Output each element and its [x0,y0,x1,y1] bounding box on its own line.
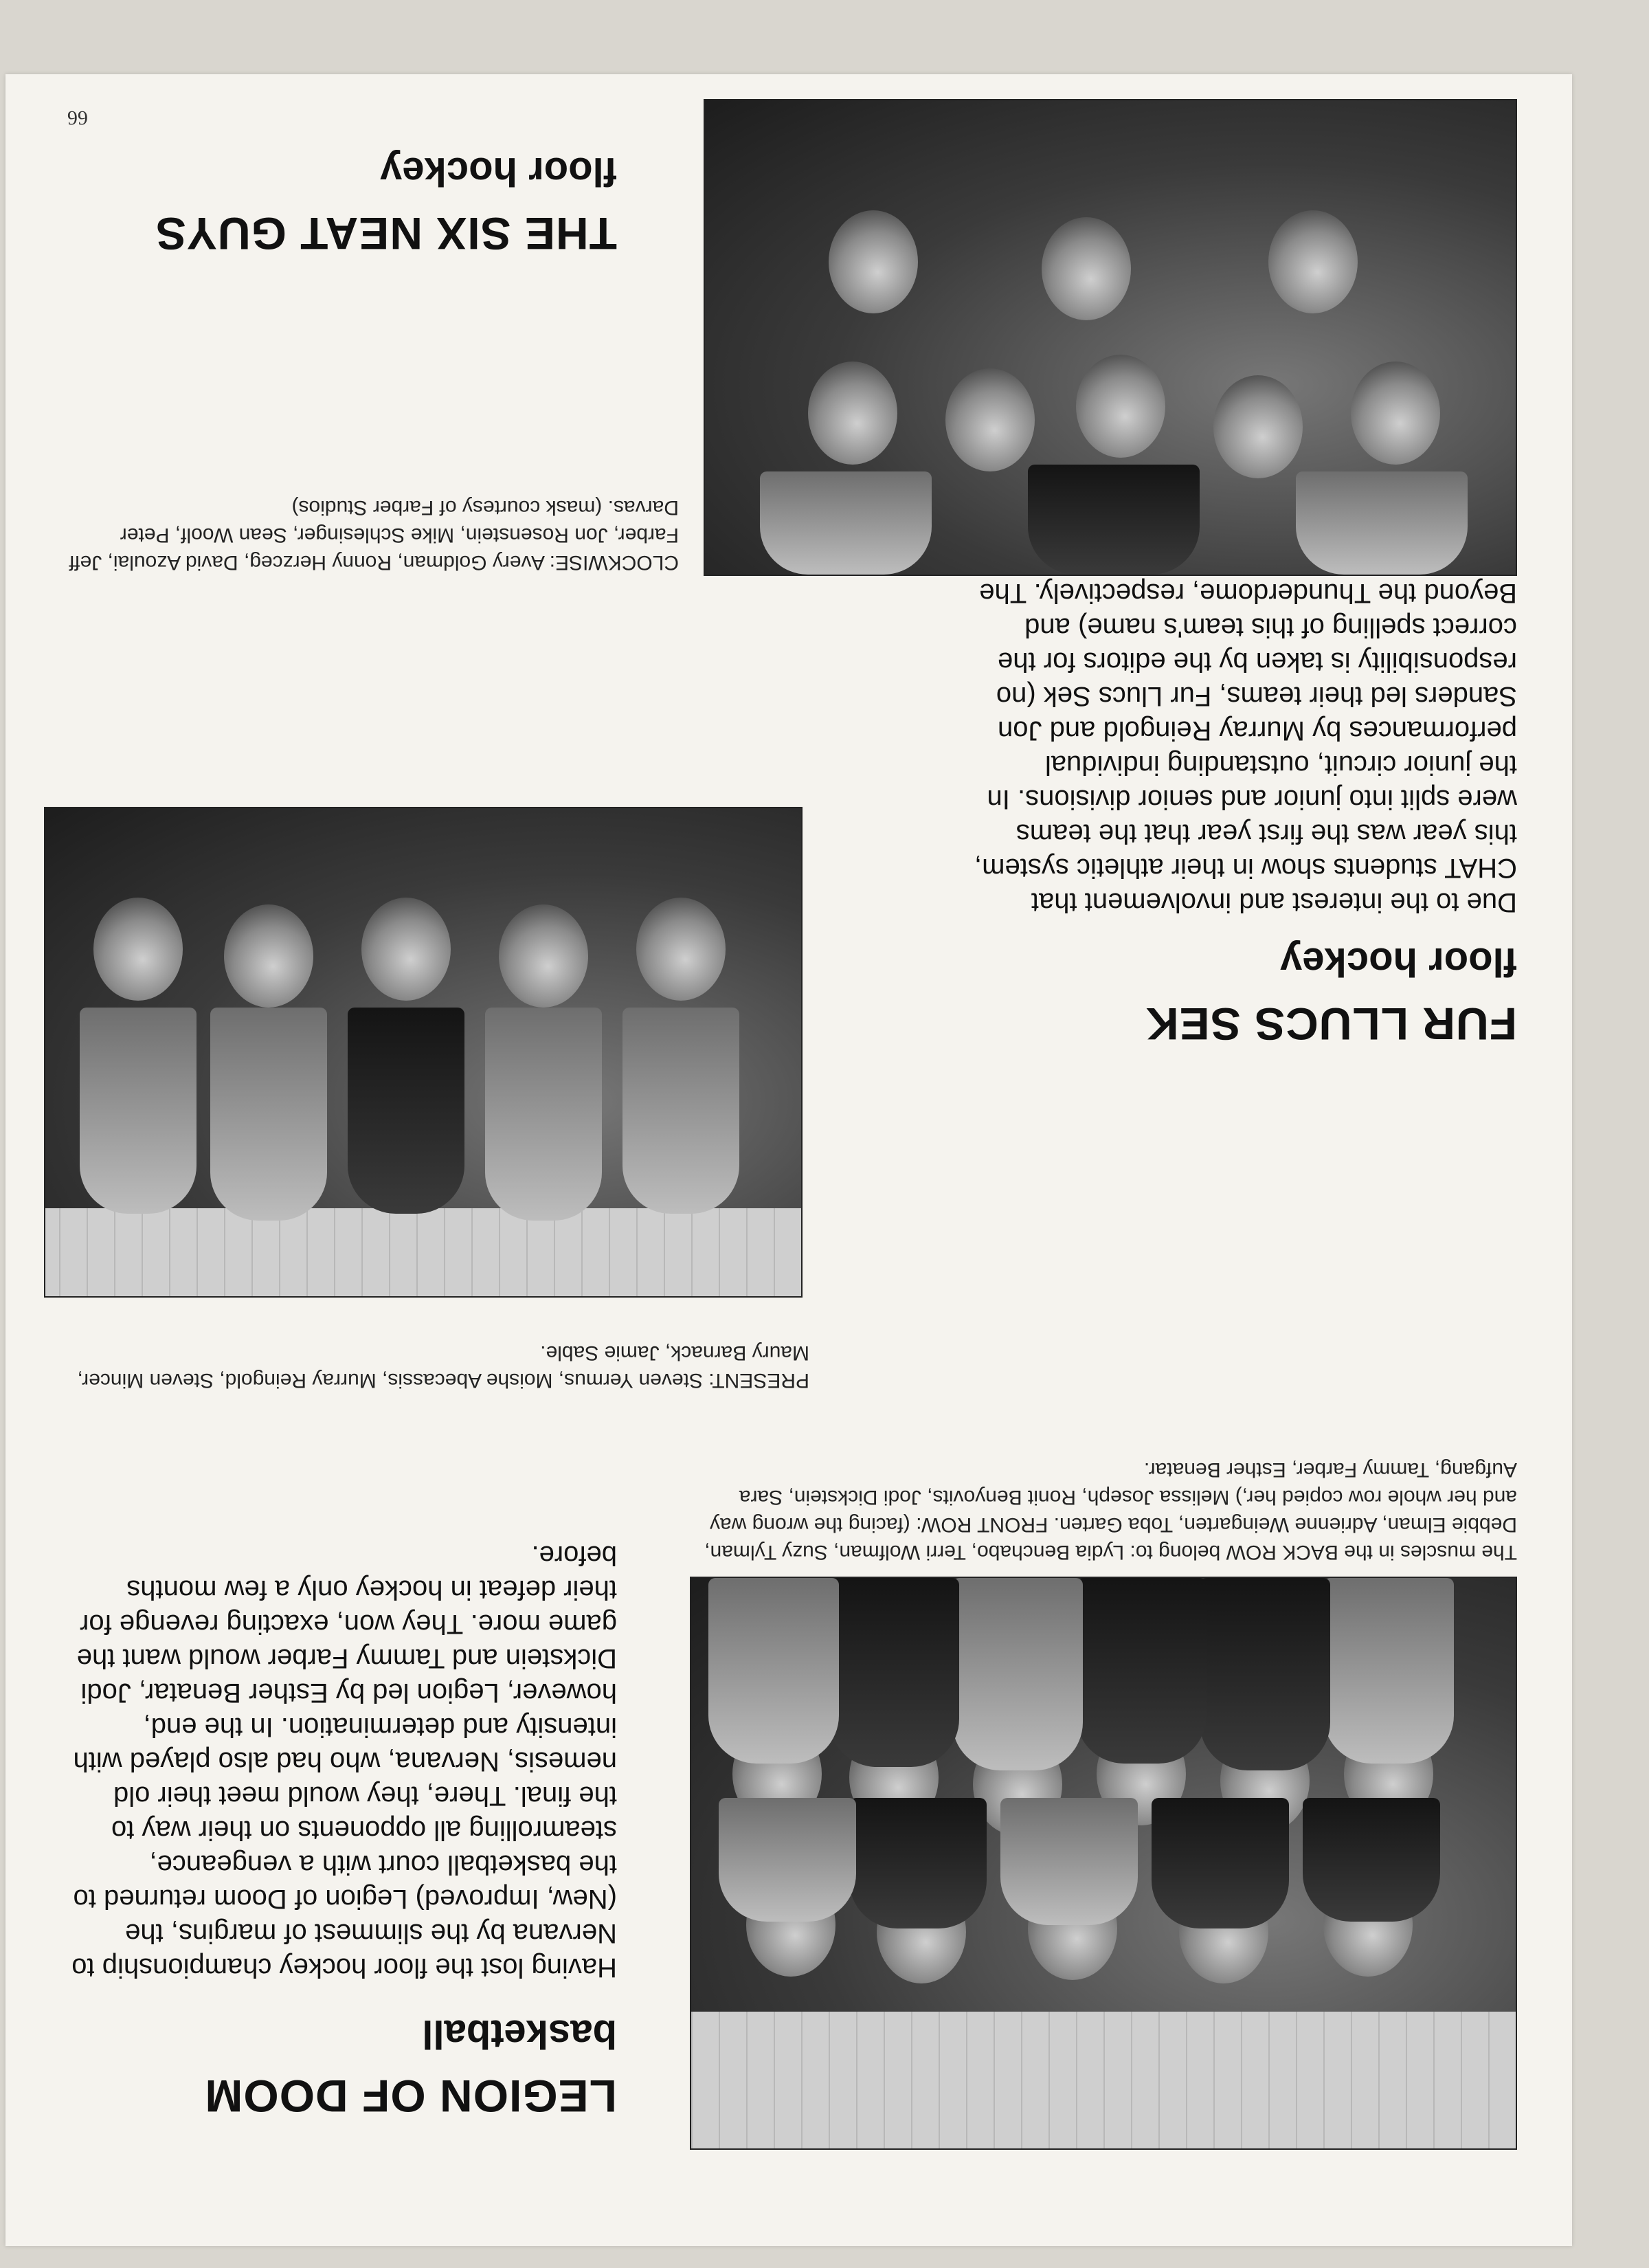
legion-of-doom-body: Having lost the floor hockey championship to Nervana by the slimmest of margins, the (New, Improved) Legion of Doom returned to the basketball court with a vengeance, steamrolling all opponents on their way to the final. There, they would meet their old nemesis, Nervana, who had also played with intensity and determination. In the end, however, Legion led by Esther Benatar, Jodi Dickstein and Tammy Farber would want the game more. They won, exacting revenge for their defeat in hockey only a few months before. [71,1540,617,1983]
six-neat-guys-subtitle: floor hockey [380,149,617,194]
page-content-rotated [5,74,1572,2246]
six-neat-guys-caption: CLOCKWISE: Avery Goldman, Ronny Herzceg, David Azoulai, Jeff Farber, Jon Rosenstein, Mike Schlesinger, Sean Woolf, Peter Darvas. (mask courtesy of Farber Studios) [69,496,679,574]
fur-llucs-sek-caption: PRESENT: Steven Yermus, Moishe Abecassis, Murray Reingold, Steven Mincer, Maury Barnack, Jamie Sable. [77,1342,809,1392]
fur-llucs-sek-title: FUR LLUCS SEK [1145,999,1517,1049]
legion-of-doom-subtitle: basketball [422,2012,617,2056]
yearbook-page [5,74,1572,2246]
fur-llucs-sek-body: Due to the interest and involvement that CHAT students show in their athletic system, this year was the first year that the teams were split into junior and senior divisions. In the junior circuit, outstanding individual performances by Murray Reingold and Jon Sanders led their teams, Fur Llucs Sek (no responsibility is taken by the editors for the correct spelling of this team's name) and Beyond the Thunderdome, respectively. The [974,578,1517,918]
six-neat-guys-photo [704,99,1517,576]
legion-of-doom-title: LEGION OF DOOM [204,2071,617,2122]
page-number: 66 [67,107,88,129]
fur-llucs-sek-photo [44,807,803,1298]
six-neat-guys-title: THE SIX NEAT GUYS [155,208,617,259]
legion-of-doom-photo [690,1577,1517,2150]
legion-of-doom-caption: The muscles in the BACK ROW belong to: Lydia Benchabo, Terri Wolfman, Suzy Tylman, Debbie Elman, Adrienne Weingarten, Toba Garten. FRONT ROW: (facing the wrong way and her whole row copied her,) Melissa Joseph, Ronit Benyovits, Jodi Dickstein, Sara Aufgang, Tammy Farber, Esther Benatar. [704,1458,1517,1564]
fur-llucs-sek-subtitle: floor hockey [1280,940,1517,984]
